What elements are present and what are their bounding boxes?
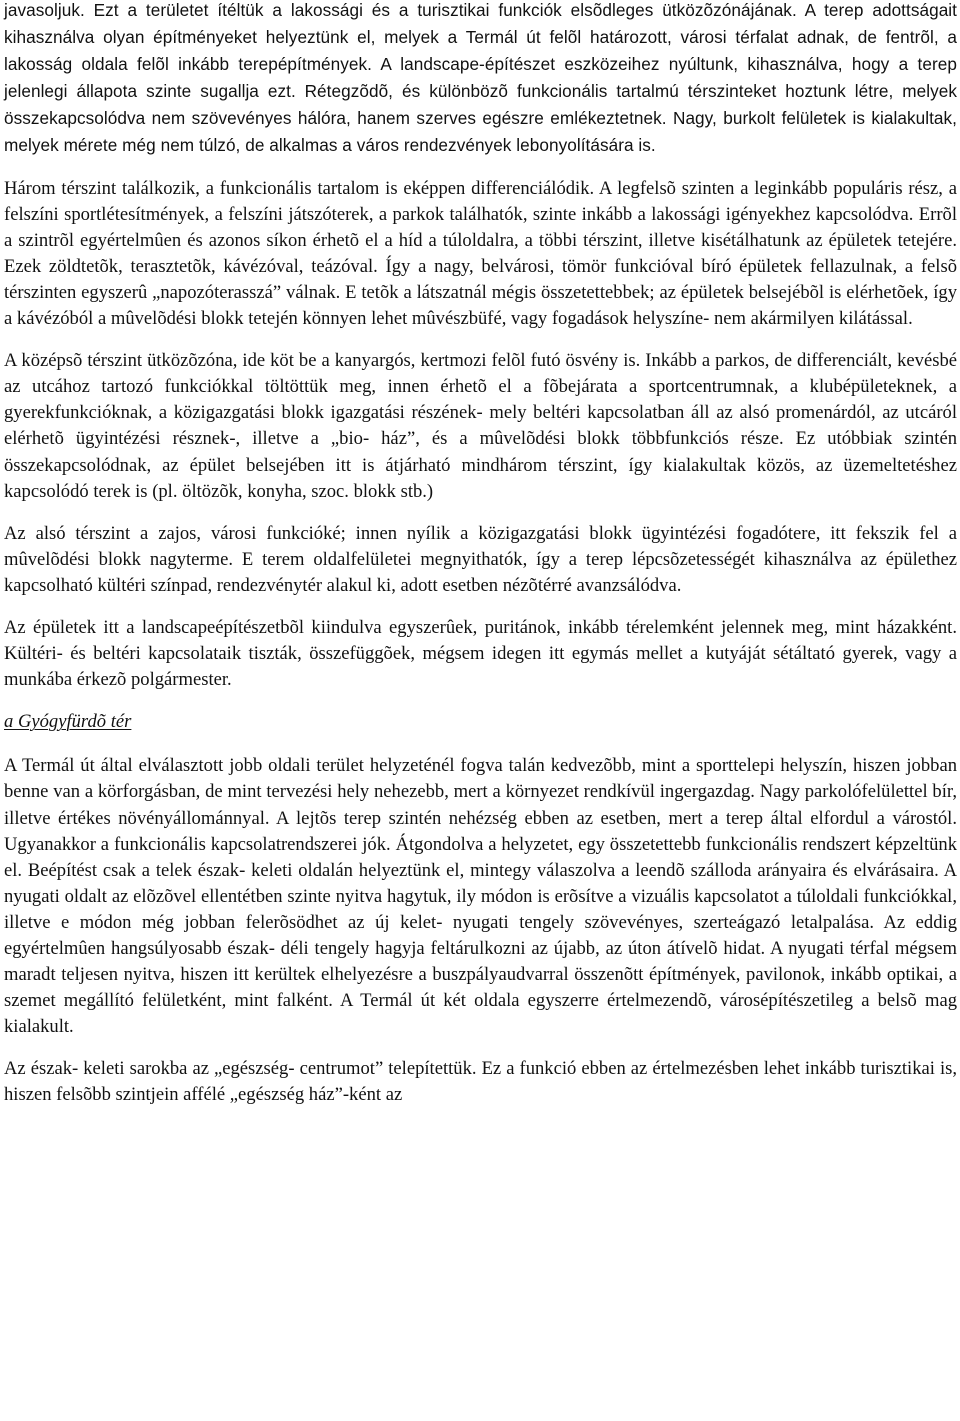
paragraph-lower-level: Az alsó térszint a zajos, városi funkcióké; innen nyílik a közigazgatási blokk ügyintézési fogadótere, itt fekszik fel a mûvelõdési blokk nagyterme. E terem oldalfelületei megnyithatók, így a terep lépcsõzetességét kihasználva az épülethez kapcsolható kültéri színpad, rendezvénytér alakul ki, adott esetben nézõtérré avanzsálódva. [4, 522, 957, 596]
paragraph-buildings: Az épületek itt a landscapeépítészetbõl kiindulva egyszerûek, puritánok, inkább térelemként jelennek meg, mint házakként. Kültéri- és beltéri kapcsolataik tiszták, összefüggõek, mégsem idegen itt egymás mellet a kutyáját sétáltató gyerek, vagy a munkába érkezõ polgármester. [4, 616, 957, 691]
paragraph-intro-part-2: Rétegzõdõ, és különbözõ funkcionális tartalmú térszinteket hoztunk létre, melyek összekapcsolódva nem szövevényes hálóra, hanem szerves egészre emlékeztetnek. Nagy, burkolt felületek is kialakultak, melyek mérete még nem túlzó, de alkalmas a város rendezvények lebonyolítására is. [4, 81, 957, 156]
paragraph-three-levels: Három térszint találkozik, a funkcionális tartalom is eképpen differenciálódik. A legfelsõ szinten a leginkább populáris rész, a felszíni sportlétesítmények, a felszíni játszóterek, a parkok találhatók, szinte inkább a lakossági igényekhez kapcsolódva. Errõl a szintrõl egyértelmûen és azonos síkon érhetõ el a híd a túloldalra, a többi térszint, illetve kisétálhatunk az épületek tetejére. Ezek zöldtetõk, terasztetõk, kávézóval, teázóval. Így a nagy, belvárosi, tömör funkcióval bíró épületek fellazulnak, a felsõ térszinten egyszerû „napozóterasszá” válnak. E tetõk a látszatnál mégis összetettebbek; az épületek belsejébõl is elérhetõek, így a kávézóból a mûvelõdési blokk tetején könnyen lehet mûvészbüfé, vagy fogadások helyszíne- nem akármilyen kilátással. [4, 177, 957, 330]
paragraph-middle-level: A középsõ térszint ütközõzóna, ide köt be a kanyargós, kertmozi felõl futó ösvény is. Inkább a parkos, de differenciált, kevésbé az utcához tartozó funkciókkal töltöttük meg, innen érhetõ el a fõbejárata a sportcentrumnak, a klubépületeknek, a gyerekfunkcióknak, a közigazgatási blokk igazgatási részének- mely beltéri kapcsolatban áll az alsó promenárdól, az utcáról elérhetõ ügyintézési résznek-, illetve a „bio- ház”, és a mûvelõdési blokk többfunkciós része. Ez utóbbiak szintén összekapcsolódnak, az épület belsejében itt is átjárható mindhárom térszint, így kialakultak közös, az üzemeltetéshez kapcsolódó terek is (pl. öltözõk, konyha, szoc. blokk stb.) [4, 350, 957, 502]
section-heading: a Gyógyfürdõ tér [4, 711, 132, 733]
paragraph-health-center: Az észak- keleti sarokba az „egészség- centrumot” telepítettük. Ez a funkció ebben az értelmezésben lehet inkább turisztikai is, hiszen felsõbb szintjein affélé „egészség ház”-ként az [4, 1058, 957, 1106]
paragraph-intro-spacer [296, 81, 305, 102]
paragraph-intro-part-1: javasoljuk. Ezt a területet ítéltük a lakossági és a turisztikai funkciók elsõdleges ütközõzónájának. A terep adottságait kihasználva olyan építményeket helyeztünk el, melyek a Termál út felõl határozott, városi térfalat adnak, de fentrõl, a lakosság oldala felõl inkább terepépítmények. A landscape-építészet eszközeihez nyúltunk, kihasználva, hogy a terep jelenlegi állapota szinte sugallja ezt. [4, 0, 957, 102]
paragraph-spa-area: A Termál út által elválasztott jobb oldali terület helyzeténél fogva talán kedvezõbb, mint a sporttelepi helyszín, hiszen jobban benne van a körforgásban, de mint tervezési hely nehezebb, mert a környezet rendkívül ingergazdag. Nagy parkolófelülettel bír, illetve értékes növényállománnyal. A lejtõs terep szintén nehézség ebben az esetben, mert a terep által elfordul a várostól. Ugyanakkor a funkcionális kapcsolatrendszerei jók. Átgondolva a helyzetet, egy összetettebb funkcionális rendszert képzeltünk el. Beépítést csak a telek észak- keleti oldalán helyeztünk el, mintegy válaszolva a leendõ szálloda arányaira és elvárásaira. A nyugati oldalt az elõzõvel ellentétben szinte nyitva hagytuk, ily módon is erõsítve a vizuális kapcsolatot a túloldali funkciókkal, illetve e módon még jobban felerõsödhet az új kelet- nyugati tengely szövevényes, szerteágazó letalpalása. Az eddig egyértelmûen hangsúlyosabb észak- déli tengely hagyja feltárulkozni az újabb, az úton átívelõ hidat. A nyugati térfal mégsem maradt teljesen nyitva, hiszen itt kerültek elhelyezésre a buszpályaudvarral összenõtt építmények, pavilonok, inkább optikai, a szemet megállító felületként, mint falként. A Termál út két oldala egyszerre értelmezendõ, városépítészetileg a belsõ mag kialakult. [4, 755, 957, 1038]
paragraph-intro [4, 0, 957, 160]
document-page [4, 0, 957, 1109]
